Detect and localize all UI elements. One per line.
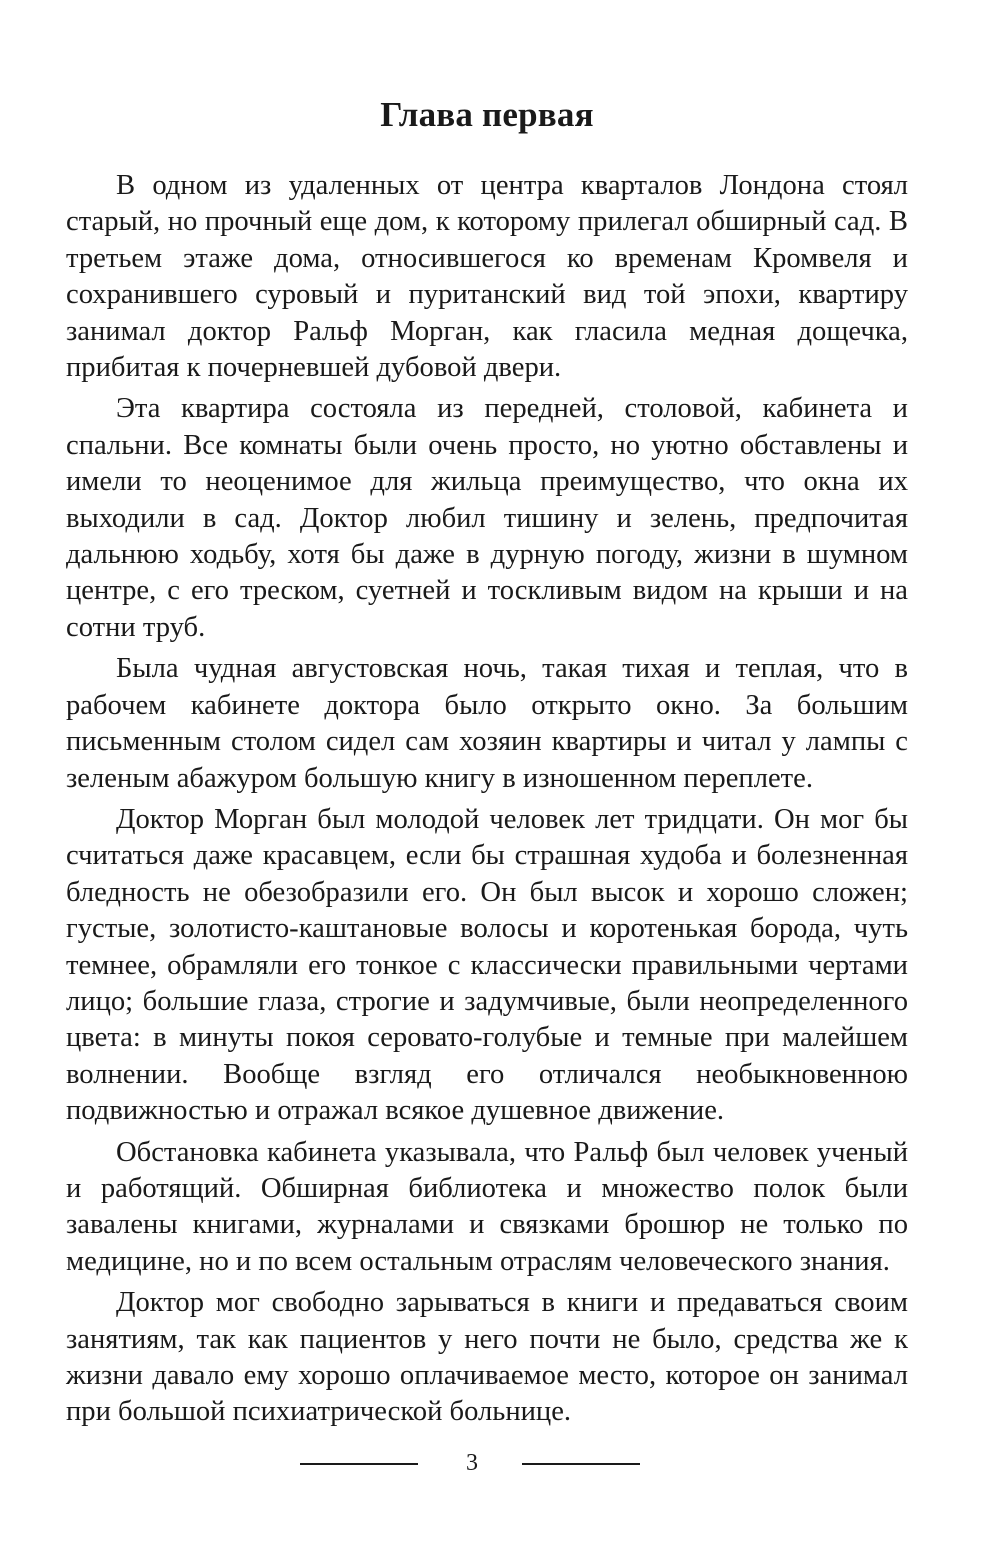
paragraph-3: Была чудная августовская ночь, такая тихая и теплая, что в рабочем кабинете доктора было открыто окно. За большим письменным столом сидел сам хозяин квартиры и читал у лампы с зеленым абажуром большую книгу в изношенном переплете. (66, 653, 908, 794)
paragraph-2: Эта квартира состояла из передней, столовой, кабинета и спальни. Все комнаты были очень просто, но уютно обставлены и имели то неоценимое для жильца преимущество, что окна их выходили в сад. Доктор любил тишину и зелень, предпочитая дальнюю ходьбу, хотя бы даже в дурную погоду, жизни в шумном центре, с его треском, суетней и тоскливым видом на крыши и на сотни труб. (66, 393, 908, 643)
footer-rule-right (522, 1463, 640, 1465)
paragraph-4: Доктор Морган был молодой человек лет тридцати. Он мог бы считаться даже красавцем, если бы страшная худоба и болезненная бледность не обезобразили его. Он был высок и хорошо сложен; густые, золотисто-каштановые волосы и коротенькая борода, чуть темнее, обрамляли его тонкое с классически правильными чертами лицо; большие глаза, строгие и задумчивые, были неопределенного цвета: в минуты покоя серовато-голубые и темные при малейшем волнении. Вообще взгляд его отличался необыкновенною подвижностью и отражал всякое душевное движение. (66, 803, 908, 1127)
chapter-title: Глава первая (380, 95, 594, 134)
page-body (66, 92, 908, 1436)
page-number: 3 (466, 1450, 478, 1476)
paragraph-5: Обстановка кабинета указывала, что Ральф был человек ученый и работящий. Обширная библиотека и множество полок были завалены книгами, журналами и связками брошюр не только по медицине, но и по всем остальным отраслям человеческого знания. (66, 1136, 908, 1277)
paragraph-6: Доктор мог свободно зарываться в книги и предаваться своим занятиям, так как пациентов у него почти не было, средства же к жизни давало ему хорошо оплачиваемое место, которое он занимал при большой психиатрической больнице. (66, 1287, 908, 1428)
paragraph-1: В одном из удаленных от центра кварталов Лондона стоял старый, но прочный еще дом, к которому прилегал обширный сад. В третьем этаже дома, относившегося ко временам Кромвеля и сохранившего суровый и пуританский вид той эпохи, квартиру занимал доктор Ральф Морган, как гласила медная дощечка, прибитая к почерневшей дубовой двери. (66, 170, 908, 384)
footer-rule-left (300, 1463, 418, 1465)
page-footer (0, 1446, 1000, 1482)
